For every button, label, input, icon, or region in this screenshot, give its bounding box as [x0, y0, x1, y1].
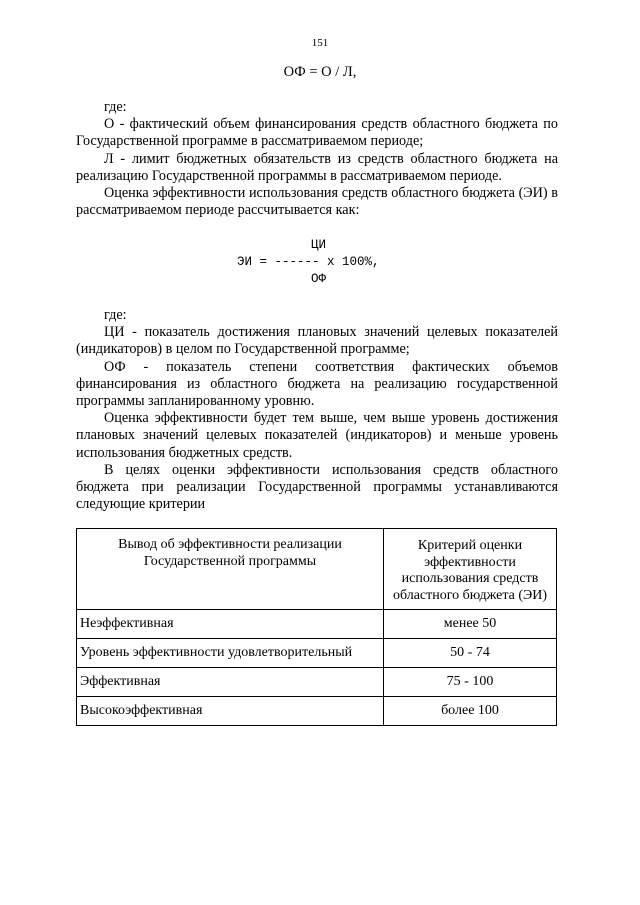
table-cell-value: 50 - 74 [384, 639, 557, 668]
table-header-conclusion: Вывод об эффективности реализации Государственной программы [77, 529, 384, 610]
definitions-block-1 [76, 99, 558, 219]
table-row [77, 639, 557, 668]
table-header-row [77, 529, 557, 610]
formula-ei-main: ЭИ = ------ х 100%, [237, 255, 380, 269]
table-cell-label: Неэффективная [77, 610, 384, 639]
table-row [77, 610, 557, 639]
where-label-2: где: [104, 307, 127, 323]
definition-of: ОФ - показатель степени соответствия фактических объемов финансирования из областного бюджета на реализацию государственной программы запланированному уровню. [76, 358, 558, 410]
table-cell-value: 75 - 100 [384, 668, 557, 697]
definition-o: О - фактический объем финансирования средств областного бюджета по Государственной программе в рассматриваемом периоде; [76, 116, 558, 150]
definitions-block-2 [76, 307, 558, 513]
page-number: 151 [311, 37, 329, 49]
table-header-criterion: Критерий оценки эффективности использования средств областного бюджета (ЭИ) [384, 529, 557, 610]
ei-intro-paragraph: Оценка эффективности использования средств областного бюджета (ЭИ) в рассматриваемом периоде рассчитывается как: [76, 185, 558, 219]
table-cell-value: более 100 [384, 697, 557, 726]
definition-ci: ЦИ - показатель достижения плановых значений целевых показателей (индикаторов) в целом по Государственной программе; [76, 324, 558, 358]
conclusion-paragraph: Оценка эффективности будет тем выше, чем выше уровень достижения плановых значений целевых показателей (индикаторов) и меньше уровень использования бюджетных средств. [76, 410, 558, 461]
criteria-intro-paragraph: В целях оценки эффективности использования средств областного бюджета при реализации Государственной программы устанавливаются следующие критерии [76, 461, 558, 513]
table-cell-value: менее 50 [384, 610, 557, 639]
formula-ei-denominator: ОФ [311, 272, 327, 286]
table-row [77, 697, 557, 726]
definition-l: Л - лимит бюджетных обязательств из средств областного бюджета на реализацию Государственной программы в рассматриваемом периоде. [76, 150, 558, 184]
table-row [77, 668, 557, 697]
table-cell-label: Уровень эффективности удовлетворительный [77, 639, 384, 668]
criteria-table [76, 528, 557, 726]
table-cell-label: Высокоэффективная [77, 697, 384, 726]
formula-of: ОФ = О / Л, [283, 64, 357, 80]
where-label-1: где: [104, 99, 127, 115]
formula-ei-numerator: ЦИ [311, 238, 327, 252]
table-cell-label: Эффективная [77, 668, 384, 697]
